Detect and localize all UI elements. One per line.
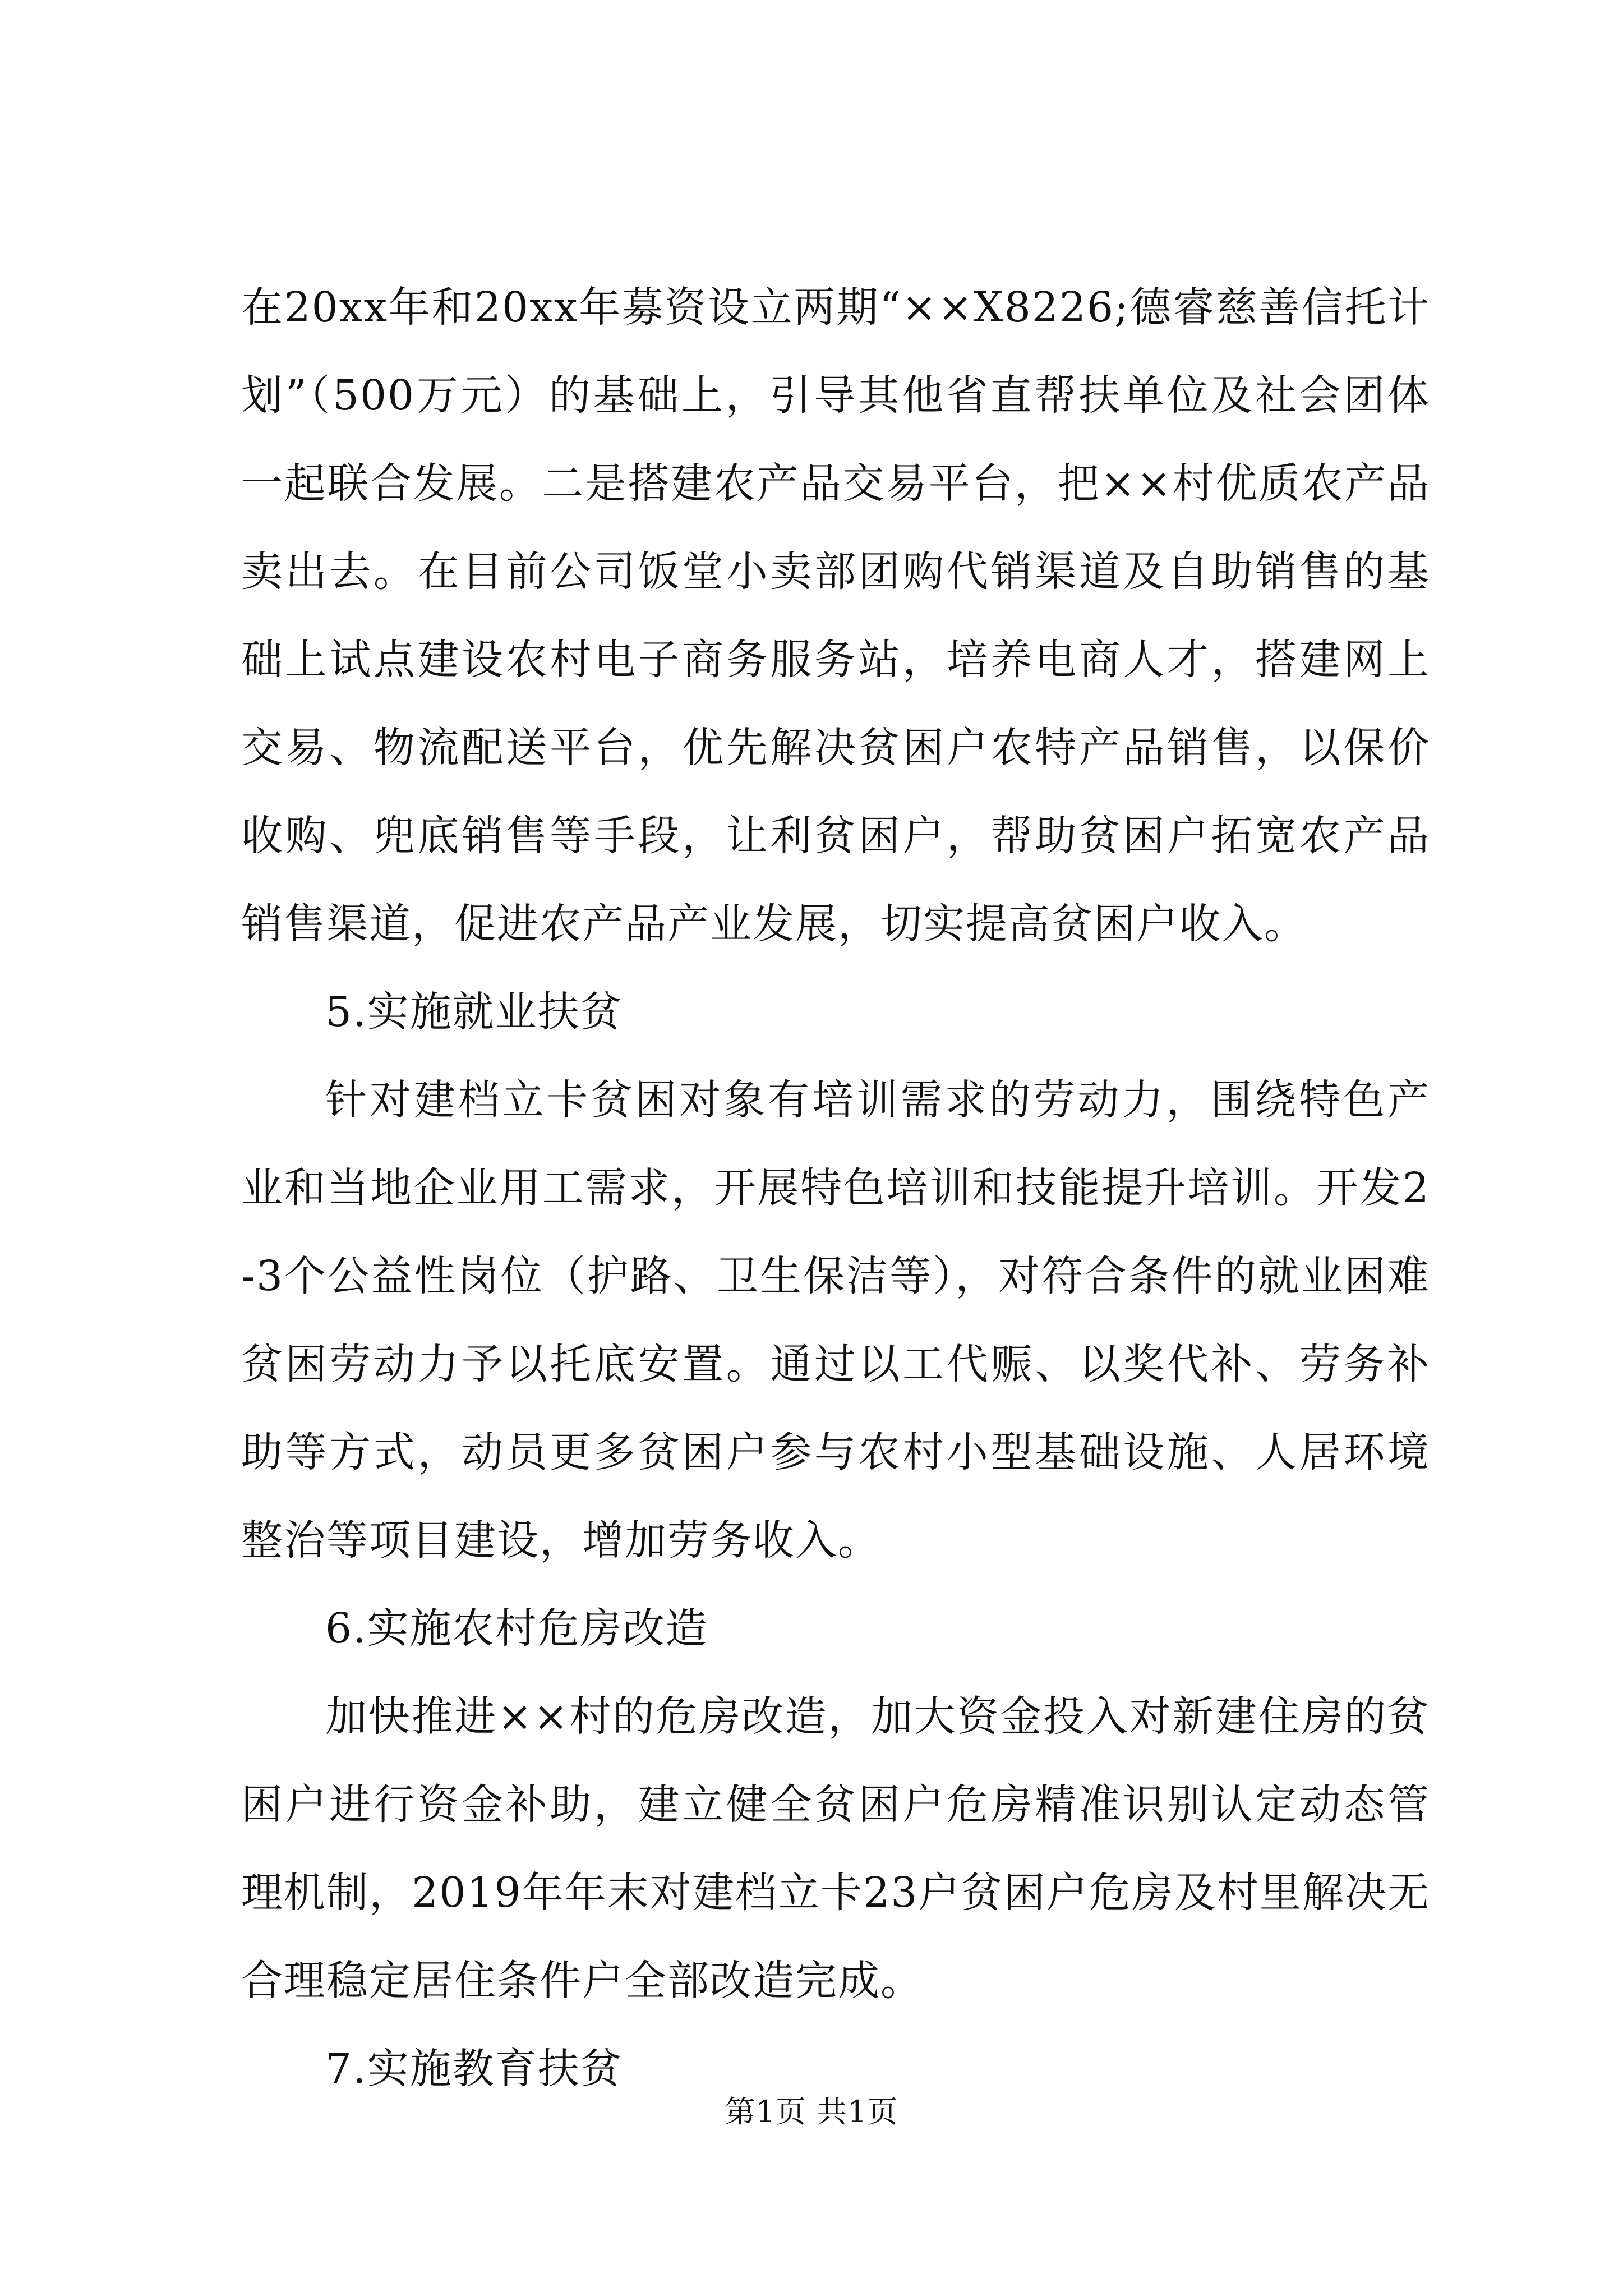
paragraph-employment: 针对建档立卡贫困对象有培训需求的劳动力，围绕特色产业和当地企业用工需求，开展特色培训和技能提升培训。开发2-3个公益性岗位（护路、卫生保洁等），对符合条件的就业困难贫困劳动力予以托底安置。通过以工代赈、以奖代补、劳务补助等方式，动员更多贫困户参与农村小型基础设施、人居环境整治等项目建设，增加劳务收入。 [241,1076,1430,1565]
page-number-footer: 第1页 共1页 [725,2094,898,2129]
section-heading-housing: 6.实施农村危房改造 [325,1604,708,1653]
section-heading-education: 7.实施教育扶贫 [325,2045,623,2093]
document-body [241,264,1430,2113]
paragraph-housing: 加快推进××村的危房改造，加大资金投入对新建住房的贫困户进行资金补助，建立健全贫困户危房精准识别认定动态管理机制，2019年年末对建档立卡23户贫困户危房及村里解决无合理稳定居住条件户全部改造完成。 [241,1692,1430,2005]
paragraph-continuation: 在20xx年和20xx年募资设立两期“××X8226;德睿慈善信托计划”（500万元）的基础上，引导其他省直帮扶单位及社会团体一起联合发展。二是搭建农产品交易平台，把××村优质农产品卖出去。在目前公司饭堂小卖部团购代销渠道及自助销售的基础上试点建设农村电子商务服务站，培养电商人才，搭建网上交易、物流配送平台，优先解决贫困户农特产品销售，以保价收购、兜底销售等手段，让利贫困户，帮助贫困户拓宽农产品销售渠道，促进农产品产业发展，切实提高贫困户收入。 [241,283,1430,948]
section-heading-employment: 5.实施就业扶贫 [325,988,623,1036]
